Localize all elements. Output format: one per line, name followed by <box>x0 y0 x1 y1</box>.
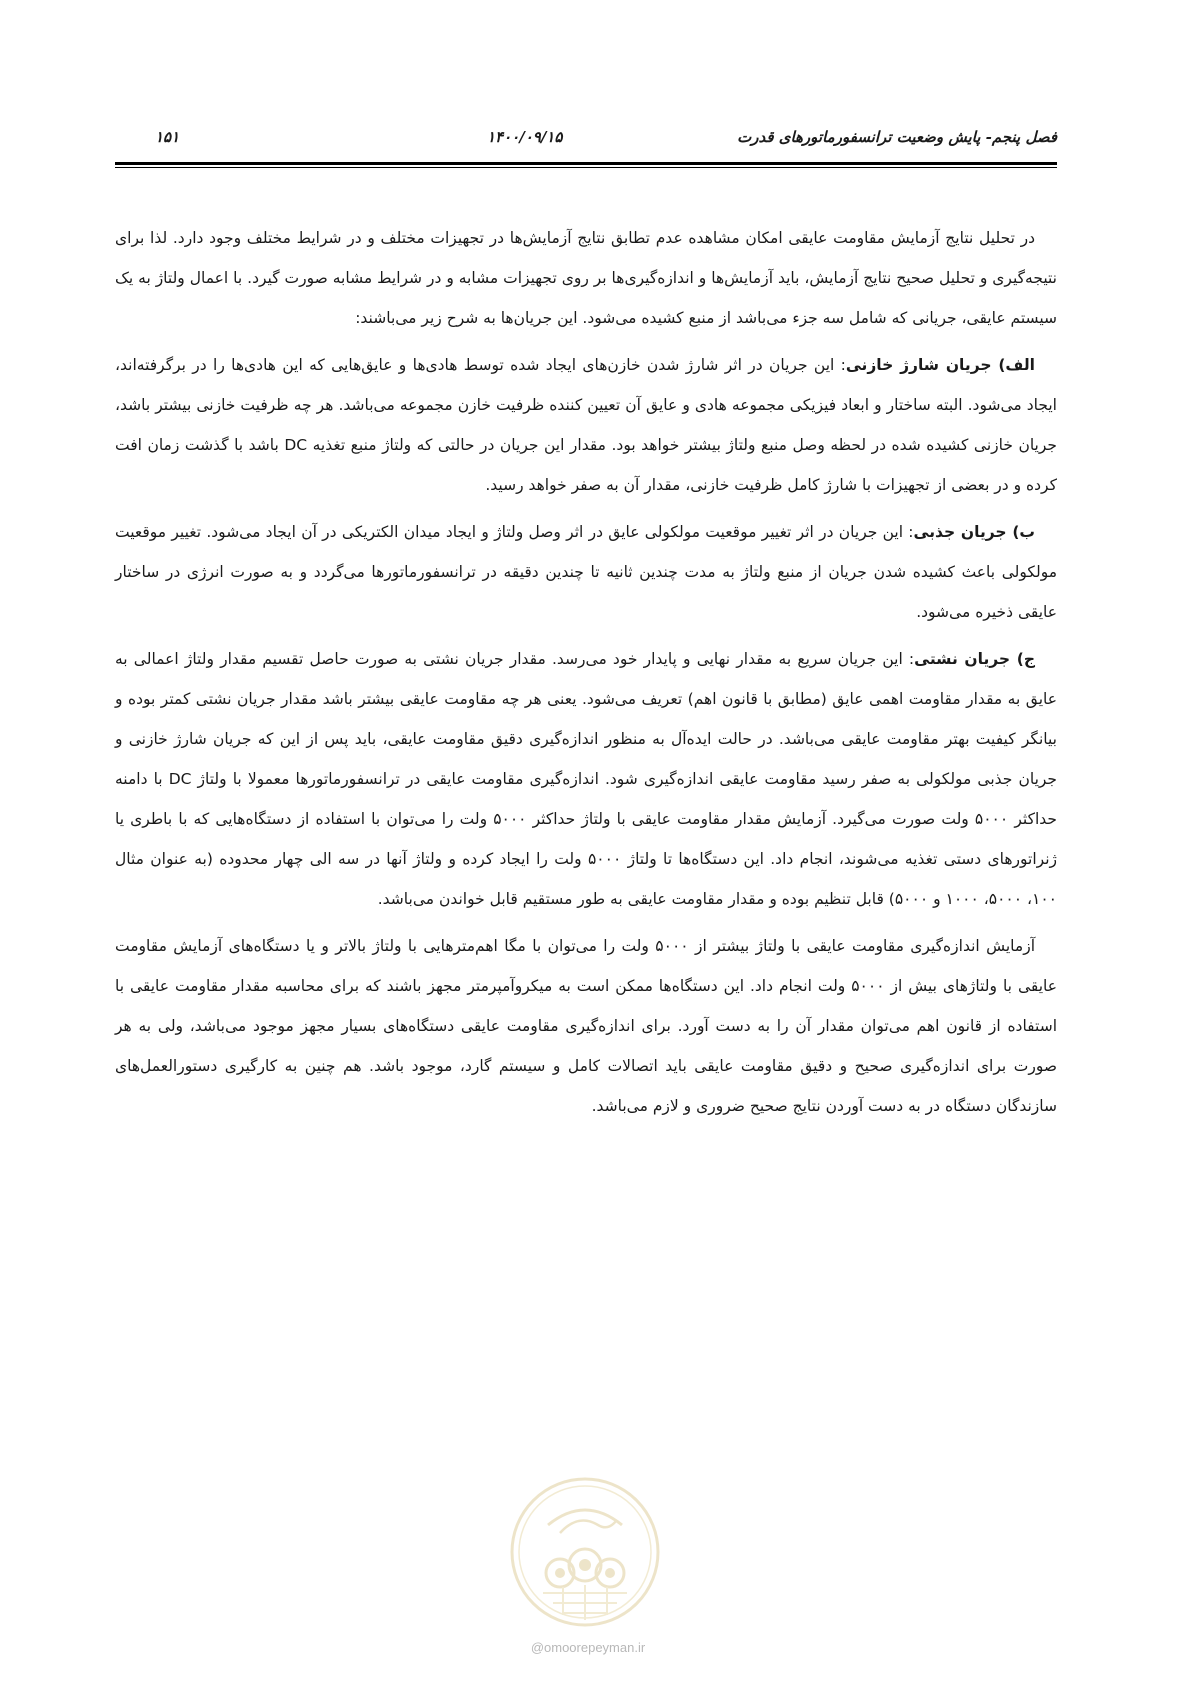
watermark-url: @omoorepeyman.ir <box>530 1640 646 1655</box>
chapter-title: فصل پنجم- پایش وضعیت ترانسفورماتورهای قدرت <box>737 128 1057 146</box>
watermark-logo <box>508 1475 662 1629</box>
paragraph-absorption-current <box>115 512 1057 632</box>
body-text <box>115 218 1057 1133</box>
paragraph-high-voltage-test: آزمایش اندازه‌گیری مقاومت عایقی با ولتاژ بیشتر از ۵۰۰۰ ولت را می‌توان با مگا اهم‌مترهایی با ولتاژ بالاتر و یا دستگاه‌های آزمایش مقاومت عایقی با ولتاژهای بیش از ۵۰۰۰ ولت انجام داد. این دستگاه‌ها ممکن است به میکروآمپرمتر مجهز باشند که برای محاسبه مقدار مقاومت عایقی با استفاده از قانون اهم می‌توان مقدار آن را به دست آورد. برای اندازه‌گیری مقاومت عایقی دستگاه‌های بسیار مجهز موجود می‌باشد، ولی به هر صورت برای اندازه‌گیری صحیح و دقیق مقاومت عایقی باید اتصالات کامل و سیستم گارد، موجود باشد. هم چنین به کارگیری دستورالعمل‌های سازندگان دستگاه در به دست آوردن نتایج صحیح ضروری و لازم می‌باشد. <box>115 937 1057 1115</box>
capacitive-current-text: : این جریان در اثر شارژ شدن خازن‌های ایجاد شده توسط هادی‌ها و عایق‌هایی که این هادی‌ها را در برگرفته‌اند، ایجاد می‌شود. البته ساختار و ابعاد فیزیکی مجموعه هادی و عایق آن تعیین کننده ظرفیت خازن مجموعه می‌باشد. هر چه ظرفیت خازنی بیشتر باشد، جریان خازنی کشیده شده در لحظه وصل منبع ولتاژ بیشتر خواهد بود. مقدار این جریان در حالتی که ولتاژ منبع تغذیه DC باشد با گذشت زمان افت کرده و در بعضی از تجهیزات با شارژ کامل ظرفیت خازنی، مقدار آن به صفر خواهد رسید. <box>115 356 1057 494</box>
header-rule-thin <box>115 167 1057 168</box>
page-number: ۱۵۱ <box>155 128 180 146</box>
header-rule-thick <box>115 162 1057 165</box>
paragraph-intro: در تحلیل نتایج آزمایش مقاومت عایقی امکان مشاهده عدم تطابق نتایج آزمایش‌ها در تجهیزات مختلف و در شرایط مختلف وجود دارد. لذا برای نتیجه‌گیری و تحلیل صحیح نتایج آزمایش، باید آزمایش‌ها و اندازه‌گیری‌ها بر روی تجهیزات مشابه و در شرایط مشابه صورت گیرد. با اعمال ولتاژ به یک سیستم عایقی، جریانی که شامل سه جزء می‌باشد از منبع کشیده می‌شود. این جریان‌ها به شرح زیر می‌باشند: <box>115 229 1057 327</box>
absorption-current-text: : این جریان در اثر تغییر موقعیت مولکولی عایق در اثر وصل ولتاژ و ایجاد میدان الکتریکی در آن ایجاد می‌شود. تغییر موقعیت مولکولی باعث کشیده شدن جریان از منبع ولتاژ به مدت چندین ثانیه تا چندین دقیقه در ترانسفورماتورها می‌گردد و به صورت انرژی در ساختار عایقی ذخیره می‌شود. <box>115 523 1057 621</box>
leakage-current-text: : این جریان سریع به مقدار نهایی و پایدار خود می‌رسد. مقدار جریان نشتی به صورت حاصل تقسیم مقدار ولتاژ اعمالی به عایق به مقدار مقاومت اهمی عایق (مطابق با قانون اهم) تعریف می‌شود. یعنی هر چه مقاومت عایقی بیشتر باشد مقدار جریان نشتی کمتر بوده و بیانگر کیفیت بهتر مقاومت عایقی می‌باشد. در حالت ایده‌آل به منظور اندازه‌گیری دقیق مقاومت عایقی، باید پس از این که جریان شارژ خازنی و جریان جذبی مولکولی به صفر رسید مقاومت عایقی اندازه‌گیری شود. اندازه‌گیری مقاومت عایقی در ترانسفورماتورها معمولا با ولتاژ DC با دامنه حداکثر ۵۰۰۰ ولت صورت می‌گیرد. آزمایش مقدار مقاومت عایقی با ولتاژ حداکثر ۵۰۰۰ ولت را می‌توان با استفاده از دستگاه‌هایی که با باطری یا ژنراتورهای دستی تغذیه می‌شوند، انجام داد. این دستگاه‌ها تا ولتاژ ۵۰۰۰ ولت را ایجاد کرده و ولتاژ آنها در سه الی چهار محدوده (به عنوان مثال ۱۰۰، ۵۰۰۰، ۱۰۰۰ و ۵۰۰۰) قابل تنظیم بوده و مقدار مقاومت عایقی به طور مستقیم قابل خواندن می‌باشد. <box>115 650 1058 908</box>
term-leakage-current: ج) جریان نشتی <box>914 650 1035 668</box>
paragraph-leakage-current <box>115 639 1057 919</box>
term-capacitive-current: الف) جریان شارژ خازنی <box>845 356 1035 374</box>
page-header <box>115 128 1057 158</box>
term-absorption-current: ب) جریان جذبی <box>913 523 1035 541</box>
header-date: ۱۴۰۰/۰۹/۱۵ <box>487 128 563 146</box>
paragraph-capacitive-current <box>115 345 1057 505</box>
